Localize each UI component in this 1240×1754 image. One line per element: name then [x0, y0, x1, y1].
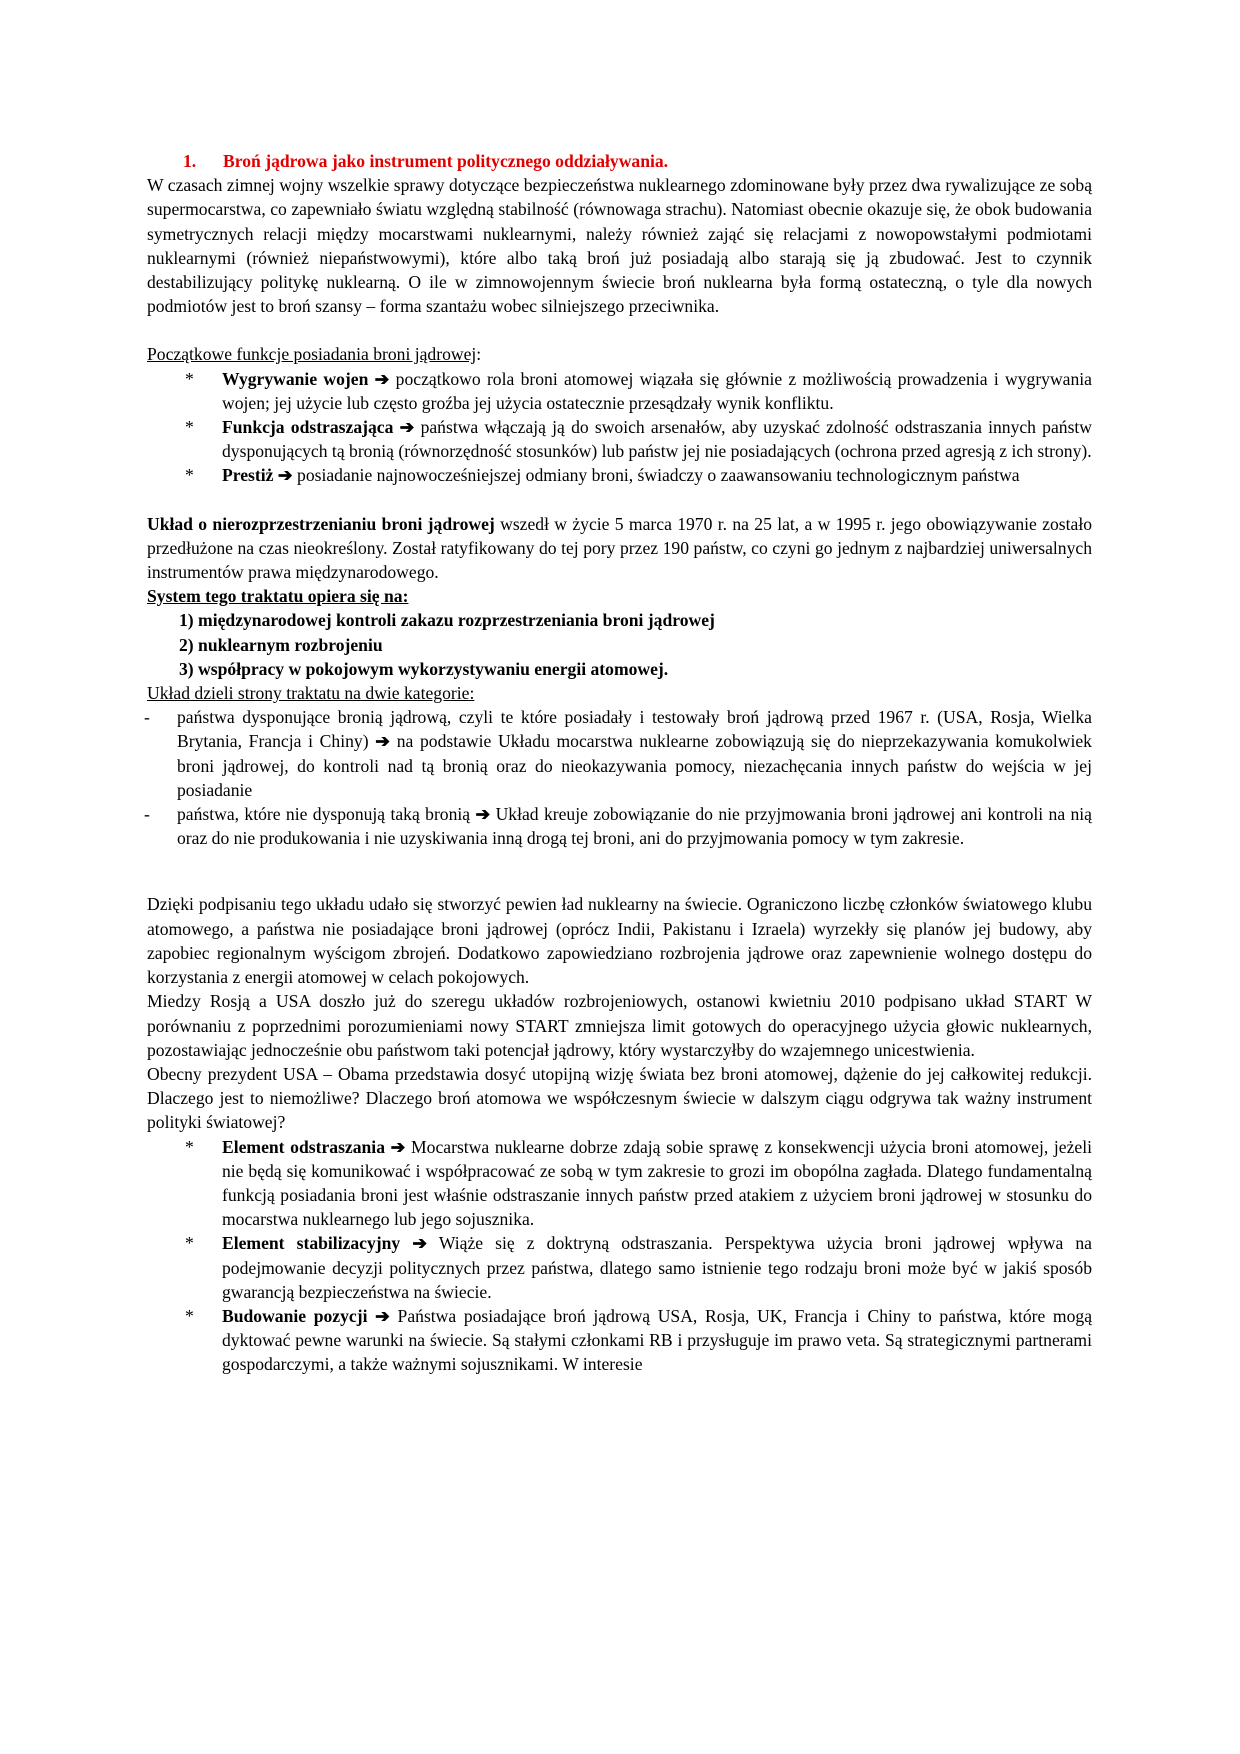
- system-item: 3) współpracy w pokojowym wykorzystywaniu energii atomowej.: [179, 658, 669, 679]
- heading-text: Broń jądrowa jako instrument politycznego oddziaływania.: [223, 151, 669, 171]
- system-title: System tego traktatu opiera się na:: [147, 586, 409, 607]
- bullet-marker: *: [185, 368, 194, 389]
- arrow-icon: ➔: [475, 804, 491, 825]
- intro-paragraph: W czasach zimnej wojny wszelkie sprawy dotyczące bezpieczeństwa nuklearnego zdominowane były przez dwa rywalizujące ze sobą supermocarstwa, co zapewniało światu względną stabilność (równowaga strachu). Natomiast obecnie okazuje się, że obok budowania symetrycznych relacji między mocarstwami nuklearnymi, należy również zająć się relacjami z nowopowstałymi podmiotami nuklearnymi (również niepaństwowymi), które albo taką broń już posiadają albo starają się ją zbudować. Jest to czynnik destabilizujący politykę nuklearną. O ile w zimnowojennym świecie broń nuklearna była formą ostateczną, o tyle dla nowych podmiotów jest to broń szansy – forma szantażu wobec silniejszego przeciwnika.: [147, 175, 1092, 317]
- document-page: [144, 149, 1093, 1377]
- arrow-icon: ➔: [375, 731, 390, 752]
- list-item: - państwa, które nie dysponują taką bronią ➔ Układ kreuje zobowiązanie do nie przyjmowania broni jądrowej ani kontroli na nią oraz do nie produkowania i nie uzyskiwania inną drogą tej broni, ani do przyjmowania pomocy w tym zakresie.: [144, 804, 1092, 849]
- section-heading: [147, 149, 1092, 173]
- bullet-marker: *: [185, 1305, 194, 1326]
- dash-marker: -: [144, 804, 150, 825]
- heading-number: 1.: [183, 151, 197, 171]
- dash-marker: -: [144, 707, 150, 728]
- arrow-icon: ➔: [277, 465, 293, 486]
- system-item: 2) nuklearnym rozbrojeniu: [179, 634, 383, 655]
- list-item: * Wygrywanie wojen ➔ początkowo rola broni atomowej wiązała się głównie z możliwością prowadzenia i wygrywania wojen; jej użycie lub często groźba jej użycia ostatecznie przesądzały wynik konfliktu.: [185, 368, 1092, 413]
- arrow-icon: ➔: [390, 1136, 406, 1157]
- list-item: * Budowanie pozycji ➔ Państwa posiadające broń jądrową USA, Rosja, UK, Francja i Chiny to państwa, które mogą dyktować pewne warunki na świecie. Są stałymi członkami RB i przysługuje im prawo veta. Są strategicznymi partnerami gospodarczymi, a także ważnymi sojusznikami. W interesie: [185, 1305, 1093, 1375]
- arrow-icon: ➔: [399, 417, 415, 438]
- system-item: 1) międzynarodowej kontroli zakazu rozprzestrzeniania broni jądrowej: [179, 610, 715, 631]
- order-paragraph: Dzięki podpisaniu tego układu udało się stworzyć pewien ład nuklearny na świecie. Ograniczono liczbę członków światowego klubu atomowego, a państwa nie posiadające broni jądrowej (oprócz Indii, Pakistanu i Izraela) wyrzekły się planów jej budowy, aby zapobiec regionalnym wyścigom zbrojeń. Dodatkowo zapowiedziano rozbrojenia jądrowe oraz zapewnienie wolnego dostępu do korzystania z energii atomowej w celach pokojowych.: [147, 894, 1092, 988]
- bullet-marker: *: [185, 465, 194, 486]
- bullet-marker: *: [185, 1136, 194, 1157]
- list-item: * Prestiż ➔ posiadanie najnowocześniejszej odmiany broni, świadczy o zaawansowaniu technologicznym państwa: [147, 463, 1092, 487]
- arrow-icon: ➔: [412, 1233, 428, 1254]
- bullet-marker: *: [185, 417, 194, 438]
- list-item: * Element stabilizacyjny ➔ Wiąże się z doktryną odstraszania. Perspektywa użycia broni jądrowej wpływa na podejmowanie decyzji politycznych przez państwa, dlatego samo istnienie tego rodzaju broni może być w jakiś sposób gwarancją bezpieczeństwa na świecie.: [185, 1233, 1092, 1302]
- start-paragraph: Miedzy Rosją a USA doszło już do szeregu układów rozbrojeniowych, ostanowi kwietniu 2010 podpisano układ START W porównaniu z poprzednimi porozumieniami nowy START zmniejsza limit gotowych do operacyjnego użycia głowic nuklearnych, pozostawiając jednocześnie obu państwom taki potencjał jądrowy, który wystarczyłby do wzajemnego unicestwienia.: [147, 991, 1092, 1060]
- list-item: - państwa dysponujące bronią jądrową, czyli te które posiadały i testowały broń jądrową przed 1967 r. (USA, Rosja, Wielka Brytania, Francja i Chiny) ➔ na podstawie Układu mocarstwa nuklearne zobowiązują się do nieprzekazywania komukolwiek broni jądrowej, do kontroli nad tą bronią oraz do nieokazywania pomocy, niezachęcania innych państw do wejścia w jej posiadanie: [144, 707, 1092, 800]
- arrow-icon: ➔: [374, 368, 390, 389]
- categories-title: Układ dzieli strony traktatu na dwie kategorie:: [147, 683, 475, 704]
- treaty-paragraph: Układ o nierozprzestrzenianiu broni jądrowej wszedł w życie 5 marca 1970 r. na 25 lat, a w 1995 r. jego obowiązywanie zostało przedłużone na czas nieokreślony. Został ratyfikowany do tej pory przez 190 państw, co czyni go jednym z najbardziej uniwersalnych instrumentów prawa międzynarodowego.: [147, 513, 1092, 583]
- obama-paragraph: Obecny prezydent USA – Obama przedstawia dosyć utopijną wizję świata bez broni atomowej, dążenie do jej całkowitej redukcji. Dlaczego jest to niemożliwe? Dlaczego broń atomowa we współczesnym świecie w dalszym ciągu odgrywa tak ważny instrument polityki światowej?: [147, 1063, 1092, 1133]
- list-item: * Element odstraszania ➔ Mocarstwa nuklearne dobrze zdają sobie sprawę z konsekwencji użycia broni atomowej, jeżeli nie będą się komunikować i współpracować ze sobą w tym zakresie to grozi im obopólna zagłada. Dlatego fundamentalną funkcją posiadania broni jest właśnie odstraszanie innych państw przed atakiem z użyciem broni jądrowej w stosunku do mocarstwa nuklearnego lub jego sojusznika.: [185, 1136, 1092, 1230]
- bullet-marker: *: [185, 1233, 194, 1254]
- arrow-icon: ➔: [375, 1305, 390, 1326]
- list-item: * Funkcja odstraszająca ➔ państwa włączają ją do swoich arsenałów, aby uzyskać zdolność odstraszania innych państw dysponujących tą bronią (równorzędność stosunków) lub państw jej nie posiadających (ochrona przed agresją z ich strony).: [185, 417, 1093, 462]
- functions-title: Początkowe funkcje posiadania broni jądrowej:: [147, 344, 482, 365]
